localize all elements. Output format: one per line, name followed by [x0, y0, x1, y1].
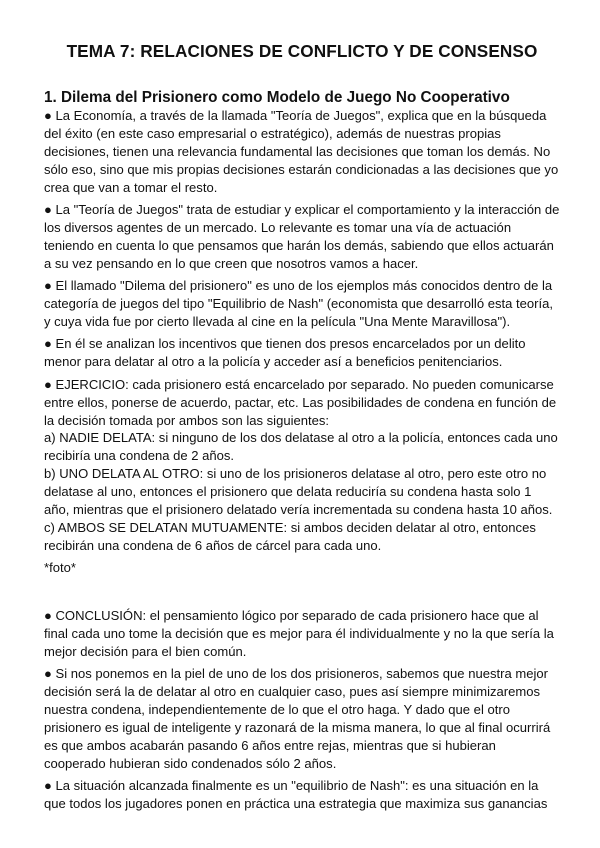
case-b-uno-delata: b) UNO DELATA AL OTRO: si uno de los prisioneros delatase al otro, pero este otro no delatase al uno, entonces el prisionero que delata reduciría su condena hasta solo 1 año, mientras que el prisionero delatado vería incrementada su condena hasta 10 años. [44, 466, 553, 518]
paragraph-teoria-juegos-definicion: ● La "Teoría de Juegos" trata de estudiar y explicar el comportamiento y la interacción de los diversos agentes de un mercado. Lo relevante es tomar una vía de actuación teniendo en cuenta lo que pensamos que harán los demás, sabiendo que ellos actuarán a su vez pensando en lo que creen que nosotros vamos a hacer. [44, 202, 560, 271]
paragraph-piel-prisionero: ● Si nos ponemos en la piel de uno de los dos prisioneros, sabemos que nuestra mejor decisión será la de delatar al otro en cualquier caso, pues así siempre minimizaremos nuestra condena, independientemente de lo que el otro haga. Y dado que el otro prisionero es igual de inteligente y razonará de la misma manera, lo que al final ocurrirá es que ambos acabarán pasando 6 años entre rejas, mientras que si hubieran cooperado hubieran sido condenados sólo 2 años. [44, 666, 551, 771]
document-body [44, 107, 560, 813]
section-title: 1. Dilema del Prisionero como Modelo de Juego No Cooperativo [44, 89, 510, 106]
case-a-nadie-delata: a) NADIE DELATA: si ninguno de los dos delatase al otro a la policía, entonces cada uno recibiría una condena de 2 años. [44, 430, 558, 464]
paragraph-conclusion: ● CONCLUSIÓN: el pensamiento lógico por separado de cada prisionero hace que al final cada uno tome la decisión que es mejor para él individualmente y no la que sería la mejor decisión para el bien común. [44, 608, 554, 659]
paragraph-teoria-juegos-intro: ● La Economía, a través de la llamada "Teoría de Juegos", explica que en la búsqueda del éxito (en este caso empresarial o estratégico), además de nuestras propias decisiones, tienen una relevancia fundamental las decisiones que toman los demás. No sólo eso, sino que mis propias decisiones estarán condicionadas a las decisiones que yo crea que van a tomar el resto. [44, 108, 559, 195]
case-c-ambos-delatan: c) AMBOS SE DELATAN MUTUAMENTE: si ambos deciden delatar al otro, entonces recibirán una condena de 6 años de cárcel para cada uno. [44, 519, 536, 553]
paragraph-equilibrio-nash: ● La situación alcanzada finalmente es un "equilibrio de Nash": es una situación en la que todos los jugadores ponen en práctica una estrategia que maximiza sus ganancias [44, 778, 548, 812]
paragraph-ejercicio: ● EJERCICIO: cada prisionero está encarcelado por separado. No pueden comunicarse entre ellos, ponerse de acuerdo, pactar, etc. Las posibilidades de condena en función de la decisión tomada por ambos son las siguientes: [44, 376, 557, 428]
foto-placeholder: *foto* [44, 560, 76, 576]
paragraph-incentivos: ● En él se analizan los incentivos que tienen dos presos encarcelados por un delito menor para delatar al otro a la policía y acceder así a beneficios penitenciarios. [44, 336, 526, 370]
document-title: TEMA 7: RELACIONES DE CONFLICTO Y DE CONSENSO [66, 41, 538, 61]
paragraph-dilema-prisionero: ● El llamado "Dilema del prisionero" es uno de los ejemplos más conocidos dentro de la categoría de juegos del tipo "Equilibrio de Nash" (economista que desarrolló esta teoría, y cuya vida fue por cierto llevada al cine en la película "Una Mente Maravillosa"). [44, 278, 553, 329]
